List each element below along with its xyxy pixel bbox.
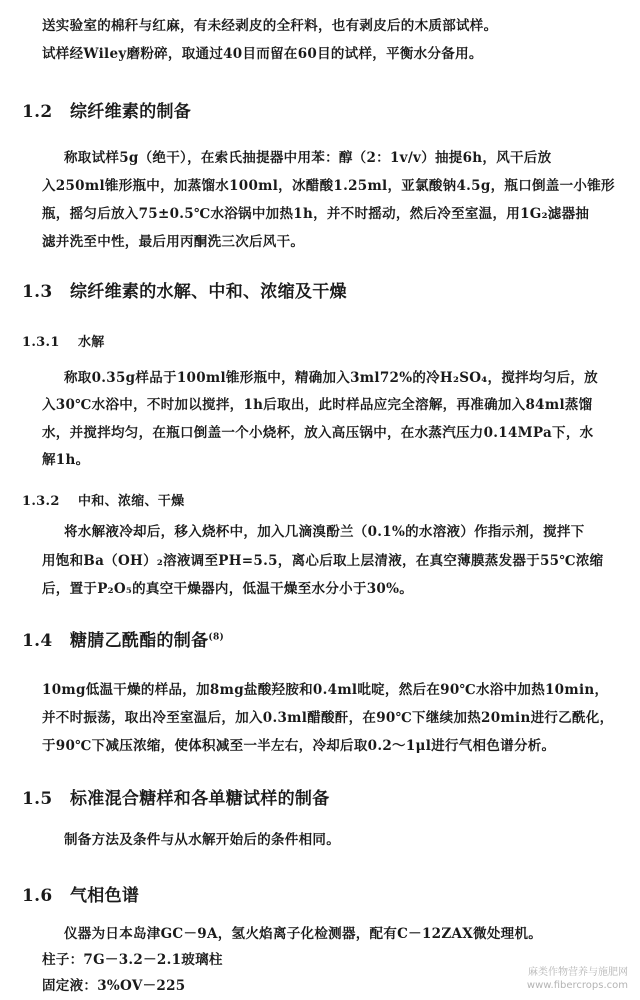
paragraph-line: 制备方法及条件与从水解开始后的条件相同。	[64, 832, 340, 848]
section-number: 1.5	[22, 789, 53, 809]
paragraph-line: 仪器为日本岛津GC－9A，氢火焰离子化检测器，配有C－12ZAX微处理机。	[64, 926, 543, 942]
section-number: 1.6	[22, 886, 53, 906]
paragraph-line: 称取0.35g样品于100ml锥形瓶中，精确加入3ml72%的冷H₂SO₄，搅拌均匀后，放	[64, 370, 598, 386]
paragraph-line: 于90℃下减压浓缩，使体积减至一半左右，冷却后取0.2～1μl进行气相色谱分析。	[42, 738, 556, 754]
watermark-line: 麻类作物营养与施肥网	[528, 967, 628, 978]
paragraph-line: 解1h。	[42, 452, 90, 468]
section-heading-1-2	[22, 97, 191, 122]
section-heading-1-3	[22, 277, 347, 302]
watermark-line: www.fibercrops.com	[526, 980, 628, 991]
section-title: 标准混合糖样和各单糖试样的制备	[70, 789, 330, 809]
section-heading-1-6	[22, 881, 139, 906]
paragraph-line: 入30℃水浴中，不时加以搅拌，1h后取出，此时样品应完全溶解，再准确加入84ml蒸馏	[42, 397, 593, 413]
section-number: 1.3	[22, 282, 53, 302]
paragraph-line: 柱子：7G－3.2－2.1玻璃柱	[42, 952, 223, 968]
paragraph-line: 入250ml锥形瓶中，加蒸馏水100ml，冰醋酸1.25ml，亚氯酸钠4.5g，瓶口倒盖一小锥形	[42, 178, 615, 194]
site-watermark	[527, 966, 628, 992]
paragraph-line: 称取试样5g（绝干），在索氏抽提器中用苯：醇（2：1v/v）抽提6h，风干后放	[64, 150, 552, 166]
subsection-number: 1.3.2	[22, 494, 60, 509]
section-title: 气相色谱	[70, 886, 140, 906]
paragraph-line: 用饱和Ba（OH）₂溶液调至PH=5.5，离心后取上层清液，在真空薄膜蒸发器于55℃浓缩	[42, 553, 604, 569]
paragraph-line: 滤并洗至中性，最后用丙酮洗三次后风干。	[42, 234, 305, 250]
paragraph-line: 将水解液冷却后，移入烧杯中，加入几滴溴酚兰（0.1%的水溶液）作指示剂，搅拌下	[64, 524, 585, 540]
intro-line: 送实验室的棉秆与红麻，有未经剥皮的全秆料，也有剥皮后的木质部试样。	[42, 18, 498, 34]
citation-ref: (8)	[208, 632, 225, 643]
paragraph-line: 10mg低温干燥的样品，加8mg盐酸羟胺和0.4ml吡啶，然后在90℃水浴中加热10min，	[42, 682, 609, 698]
section-heading-1-5	[22, 784, 330, 809]
section-title: 综纤维素的制备	[70, 102, 192, 122]
section-title: 糖腈乙酰酯的制备	[70, 631, 209, 651]
paragraph-line: 后，置于P₂O₅的真空干燥器内，低温干燥至水分小于30%。	[42, 581, 414, 597]
subsection-heading-1-3-1	[22, 331, 105, 350]
subsection-heading-1-3-2	[22, 490, 184, 509]
section-number: 1.4	[22, 631, 53, 651]
section-heading-1-4	[22, 626, 224, 651]
paragraph-line: 固定液：3%OV－225	[42, 978, 186, 994]
section-number: 1.2	[22, 102, 53, 122]
subsection-number: 1.3.1	[22, 335, 60, 350]
subsection-title: 水解	[78, 335, 105, 350]
paragraph-line: 水，并搅拌均匀，在瓶口倒盖一个小烧杯，放入高压锅中，在水蒸汽压力0.14MPa下，水	[42, 425, 594, 441]
intro-line: 试样经Wiley磨粉碎，取通过40目而留在60目的试样，平衡水分备用。	[42, 46, 483, 62]
paragraph-line: 并不时振荡，取出冷至室温后，加入0.3ml醋酸酐，在90℃下继续加热20min进行乙酰化，	[42, 710, 614, 726]
paragraph-line: 瓶，摇匀后放入75±0.5℃水浴锅中加热1h，并不时摇动，然后冷至室温，用1G₂滤器抽	[42, 206, 590, 222]
section-title: 综纤维素的水解、中和、浓缩及干燥	[70, 282, 347, 302]
subsection-title: 中和、浓缩、干燥	[78, 494, 185, 509]
